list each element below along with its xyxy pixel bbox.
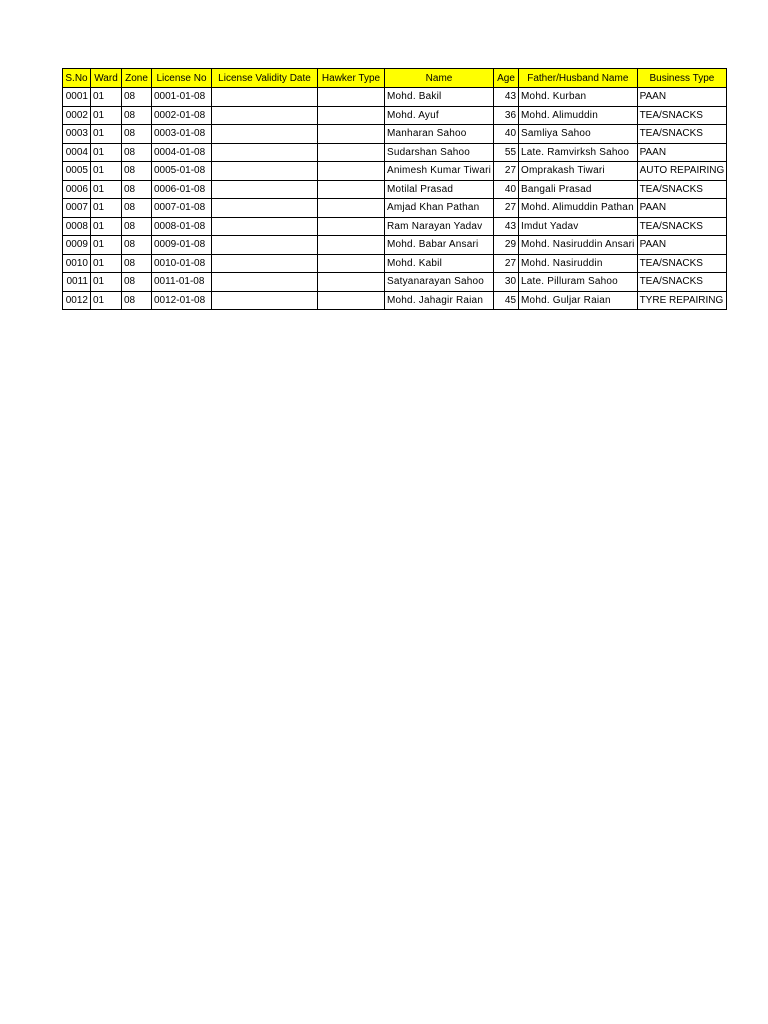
cell-age[interactable]: 27: [494, 162, 519, 181]
header-license-no[interactable]: License No: [152, 69, 212, 88]
cell-ward[interactable]: 01: [91, 199, 122, 218]
hawker-license-table: [62, 68, 727, 310]
table-row: [63, 106, 727, 125]
cell-license-validity-date[interactable]: [212, 88, 318, 107]
cell-hawker-type[interactable]: [318, 291, 385, 310]
cell-zone[interactable]: 08: [122, 106, 152, 125]
table-row: [63, 125, 727, 144]
cell-sno[interactable]: 0001: [63, 88, 91, 107]
table-row: [63, 199, 727, 218]
table-row: [63, 217, 727, 236]
cell-zone[interactable]: 08: [122, 254, 152, 273]
cell-name[interactable]: Mohd. Jahagir Raian: [385, 291, 494, 310]
cell-zone[interactable]: 08: [122, 143, 152, 162]
header-name[interactable]: Name: [385, 69, 494, 88]
cell-business-type[interactable]: PAAN: [637, 88, 727, 107]
cell-license-no[interactable]: 0006-01-08: [152, 180, 212, 199]
cell-hawker-type[interactable]: [318, 217, 385, 236]
cell-hawker-type[interactable]: [318, 273, 385, 292]
table-row: [63, 180, 727, 199]
cell-sno[interactable]: 0005: [63, 162, 91, 181]
cell-business-type[interactable]: TEA/SNACKS: [637, 273, 727, 292]
cell-name[interactable]: Animesh Kumar Tiwari: [385, 162, 494, 181]
cell-license-no[interactable]: 0003-01-08: [152, 125, 212, 144]
cell-hawker-type[interactable]: [318, 125, 385, 144]
cell-zone[interactable]: 08: [122, 162, 152, 181]
cell-ward[interactable]: 01: [91, 180, 122, 199]
table-body: [63, 88, 727, 310]
cell-ward[interactable]: 01: [91, 236, 122, 255]
cell-age[interactable]: 45: [494, 291, 519, 310]
cell-license-validity-date[interactable]: [212, 273, 318, 292]
cell-age[interactable]: 36: [494, 106, 519, 125]
header-license-validity-date[interactable]: License Validity Date: [212, 69, 318, 88]
cell-ward[interactable]: 01: [91, 143, 122, 162]
cell-license-validity-date[interactable]: [212, 217, 318, 236]
header-father-husband-name[interactable]: Father/Husband Name: [519, 69, 638, 88]
cell-zone[interactable]: 08: [122, 88, 152, 107]
cell-ward[interactable]: 01: [91, 88, 122, 107]
cell-business-type[interactable]: TEA/SNACKS: [637, 106, 727, 125]
cell-license-validity-date[interactable]: [212, 125, 318, 144]
cell-license-validity-date[interactable]: [212, 291, 318, 310]
header-age[interactable]: Age: [494, 69, 519, 88]
spreadsheet-sheet: [62, 68, 727, 310]
cell-license-no[interactable]: 0008-01-08: [152, 217, 212, 236]
cell-zone[interactable]: 08: [122, 125, 152, 144]
cell-age[interactable]: 30: [494, 273, 519, 292]
cell-license-validity-date[interactable]: [212, 143, 318, 162]
header-sno[interactable]: S.No: [63, 69, 91, 88]
table-row: [63, 254, 727, 273]
table-row: [63, 143, 727, 162]
cell-hawker-type[interactable]: [318, 180, 385, 199]
cell-zone[interactable]: 08: [122, 291, 152, 310]
cell-ward[interactable]: 01: [91, 273, 122, 292]
cell-father-husband-name[interactable]: Mohd. Guljar Raian: [519, 291, 638, 310]
cell-father-husband-name[interactable]: Mohd. Alimuddin Pathan: [519, 199, 638, 218]
cell-license-no[interactable]: 0004-01-08: [152, 143, 212, 162]
cell-ward[interactable]: 01: [91, 162, 122, 181]
cell-name[interactable]: Amjad Khan Pathan: [385, 199, 494, 218]
cell-license-no[interactable]: 0005-01-08: [152, 162, 212, 181]
cell-hawker-type[interactable]: [318, 88, 385, 107]
cell-zone[interactable]: 08: [122, 217, 152, 236]
cell-name[interactable]: Satyanarayan Sahoo: [385, 273, 494, 292]
cell-business-type[interactable]: TYRE REPAIRING: [637, 291, 727, 310]
header-ward[interactable]: Ward: [91, 69, 122, 88]
table-header: [63, 69, 727, 88]
cell-ward[interactable]: 01: [91, 125, 122, 144]
cell-sno[interactable]: 0009: [63, 236, 91, 255]
cell-name[interactable]: Mohd. Kabil: [385, 254, 494, 273]
cell-father-husband-name[interactable]: Mohd. Nasiruddin Ansari: [519, 236, 638, 255]
cell-age[interactable]: 40: [494, 125, 519, 144]
cell-ward[interactable]: 01: [91, 217, 122, 236]
cell-name[interactable]: Motilal Prasad: [385, 180, 494, 199]
cell-license-no[interactable]: 0002-01-08: [152, 106, 212, 125]
header-row: [63, 69, 727, 88]
cell-age[interactable]: 43: [494, 88, 519, 107]
cell-father-husband-name[interactable]: Mohd. Kurban: [519, 88, 638, 107]
table-row: [63, 236, 727, 255]
cell-father-husband-name[interactable]: Late. Ramvirksh Sahoo: [519, 143, 638, 162]
cell-age[interactable]: 43: [494, 217, 519, 236]
cell-father-husband-name[interactable]: Mohd. Alimuddin: [519, 106, 638, 125]
table-row: [63, 273, 727, 292]
cell-license-validity-date[interactable]: [212, 106, 318, 125]
cell-zone[interactable]: 08: [122, 199, 152, 218]
cell-license-validity-date[interactable]: [212, 162, 318, 181]
table-row: [63, 291, 727, 310]
cell-zone[interactable]: 08: [122, 273, 152, 292]
cell-business-type[interactable]: PAAN: [637, 143, 727, 162]
cell-age[interactable]: 27: [494, 199, 519, 218]
header-hawker-type[interactable]: Hawker Type: [318, 69, 385, 88]
cell-business-type[interactable]: AUTO REPAIRING: [637, 162, 727, 181]
cell-license-no[interactable]: 0010-01-08: [152, 254, 212, 273]
cell-sno[interactable]: 0006: [63, 180, 91, 199]
cell-license-validity-date[interactable]: [212, 254, 318, 273]
cell-age[interactable]: 55: [494, 143, 519, 162]
cell-sno[interactable]: 0011: [63, 273, 91, 292]
cell-father-husband-name[interactable]: Omprakash Tiwari: [519, 162, 638, 181]
cell-ward[interactable]: 01: [91, 254, 122, 273]
cell-age[interactable]: 29: [494, 236, 519, 255]
cell-name[interactable]: Manharan Sahoo: [385, 125, 494, 144]
cell-ward[interactable]: 01: [91, 106, 122, 125]
cell-name[interactable]: Sudarshan Sahoo: [385, 143, 494, 162]
cell-name[interactable]: Mohd. Bakil: [385, 88, 494, 107]
header-zone[interactable]: Zone: [122, 69, 152, 88]
cell-license-no[interactable]: 0007-01-08: [152, 199, 212, 218]
table-row: [63, 162, 727, 181]
cell-license-validity-date[interactable]: [212, 199, 318, 218]
cell-license-validity-date[interactable]: [212, 180, 318, 199]
cell-age[interactable]: 40: [494, 180, 519, 199]
cell-business-type[interactable]: TEA/SNACKS: [637, 217, 727, 236]
table-row: [63, 88, 727, 107]
cell-license-no[interactable]: 0011-01-08: [152, 273, 212, 292]
cell-ward[interactable]: 01: [91, 291, 122, 310]
cell-name[interactable]: Mohd. Ayuf: [385, 106, 494, 125]
cell-sno[interactable]: 0012: [63, 291, 91, 310]
cell-age[interactable]: 27: [494, 254, 519, 273]
cell-name[interactable]: Mohd. Babar Ansari: [385, 236, 494, 255]
cell-hawker-type[interactable]: [318, 199, 385, 218]
cell-hawker-type[interactable]: [318, 162, 385, 181]
cell-father-husband-name[interactable]: Late. Pilluram Sahoo: [519, 273, 638, 292]
cell-father-husband-name[interactable]: Mohd. Nasiruddin: [519, 254, 638, 273]
cell-sno[interactable]: 0010: [63, 254, 91, 273]
cell-license-no[interactable]: 0009-01-08: [152, 236, 212, 255]
header-business-type[interactable]: Business Type: [637, 69, 727, 88]
cell-business-type[interactable]: TEA/SNACKS: [637, 180, 727, 199]
cell-sno[interactable]: 0007: [63, 199, 91, 218]
cell-license-no[interactable]: 0012-01-08: [152, 291, 212, 310]
cell-sno[interactable]: 0004: [63, 143, 91, 162]
cell-business-type[interactable]: PAAN: [637, 236, 727, 255]
cell-sno[interactable]: 0003: [63, 125, 91, 144]
cell-hawker-type[interactable]: [318, 254, 385, 273]
cell-business-type[interactable]: PAAN: [637, 199, 727, 218]
cell-license-validity-date[interactable]: [212, 236, 318, 255]
cell-name[interactable]: Ram Narayan Yadav: [385, 217, 494, 236]
cell-father-husband-name[interactable]: Samliya Sahoo: [519, 125, 638, 144]
cell-hawker-type[interactable]: [318, 236, 385, 255]
cell-zone[interactable]: 08: [122, 236, 152, 255]
cell-zone[interactable]: 08: [122, 180, 152, 199]
cell-father-husband-name[interactable]: Bangali Prasad: [519, 180, 638, 199]
cell-business-type[interactable]: TEA/SNACKS: [637, 125, 727, 144]
cell-license-no[interactable]: 0001-01-08: [152, 88, 212, 107]
cell-hawker-type[interactable]: [318, 106, 385, 125]
cell-sno[interactable]: 0008: [63, 217, 91, 236]
cell-hawker-type[interactable]: [318, 143, 385, 162]
cell-father-husband-name[interactable]: Imdut Yadav: [519, 217, 638, 236]
cell-sno[interactable]: 0002: [63, 106, 91, 125]
cell-business-type[interactable]: TEA/SNACKS: [637, 254, 727, 273]
